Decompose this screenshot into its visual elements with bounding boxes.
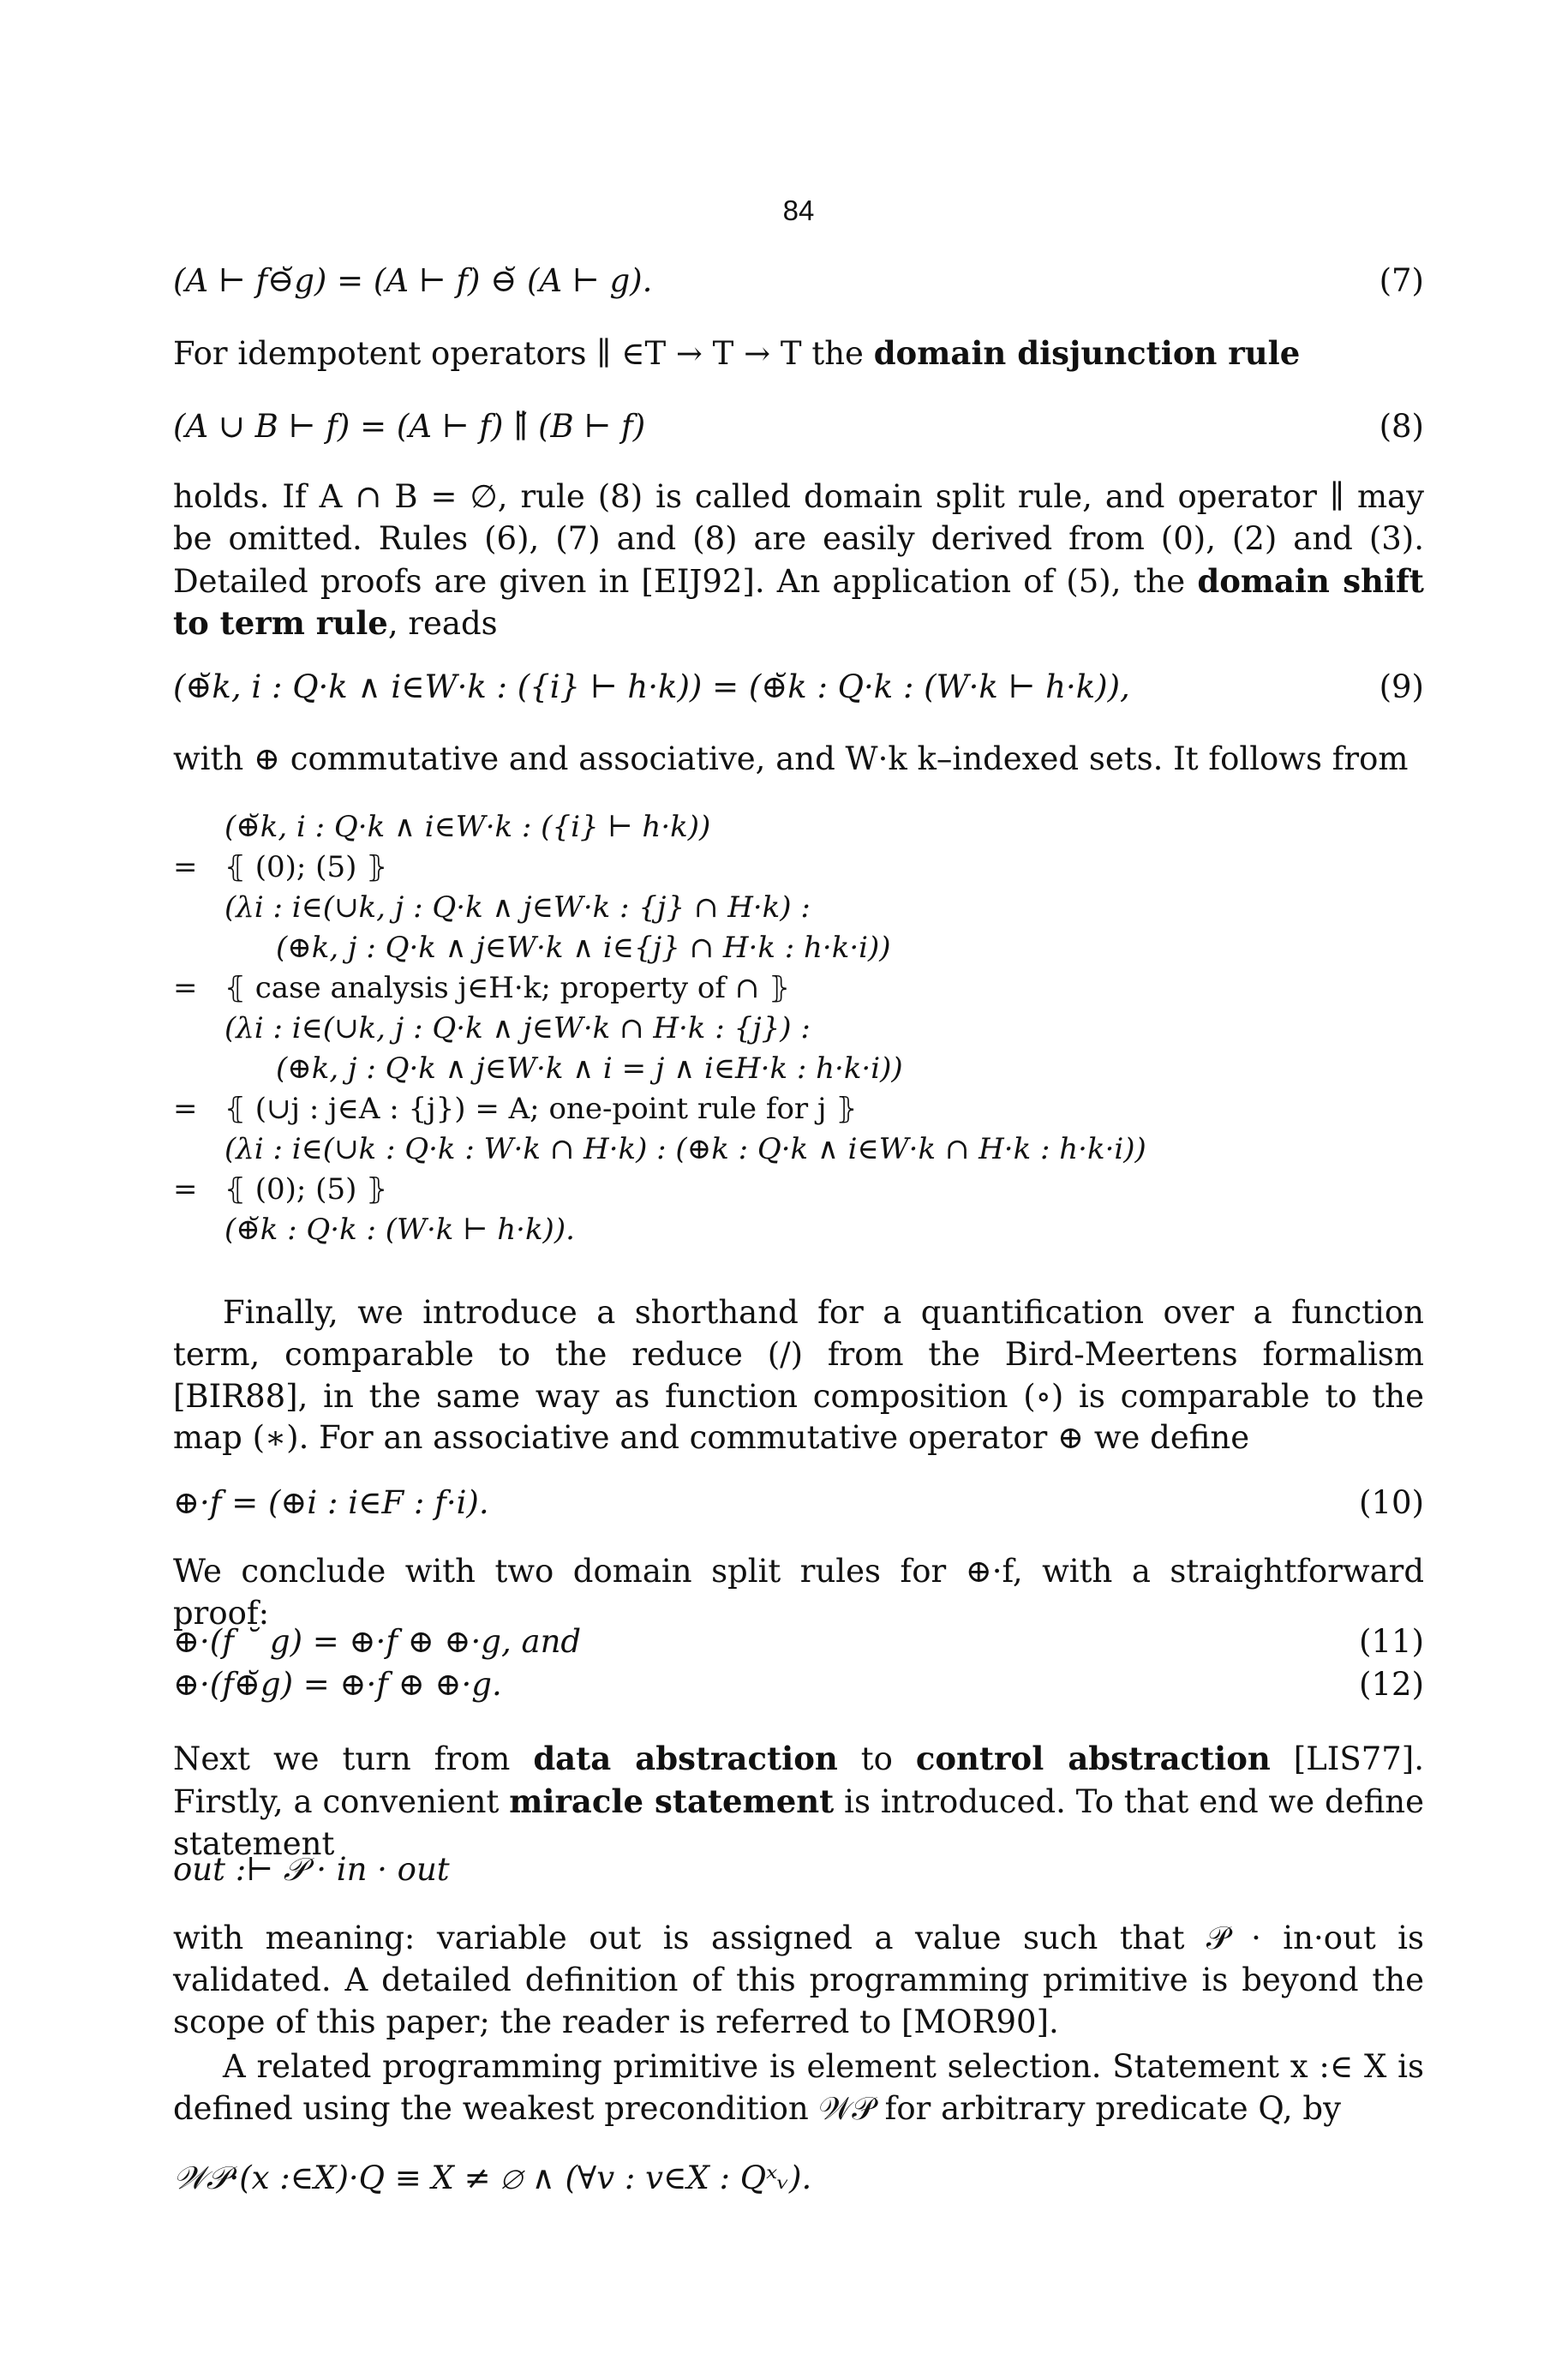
- equation-wp-formula: 𝒲𝒫·(x :∈X)·Q ≡ X ≠ ∅ ∧ (∀v : v∈X : Qˣᵥ).: [173, 2159, 812, 2196]
- paragraph-split-rules: We conclude with two domain split rules for ⊕·f, with a straightforward proof:: [173, 1553, 1424, 1632]
- equation-10-number: (10): [1359, 1484, 1424, 1521]
- derivation-op: =: [173, 1172, 198, 1207]
- equation-10-formula: ⊕·f = (⊕i : i∈F : f·i).: [173, 1484, 489, 1521]
- derivation-text: (⊕k, j : Q·k ∧ j∈W·k ∧ i∈{j} ∩ H·k : h·k·i)): [276, 931, 891, 965]
- equation-8-number: (8): [1379, 408, 1424, 445]
- paragraph-control-text: [LIS77]. Firstly, a convenient: [173, 1740, 1425, 1820]
- term-control-abstraction: control abstraction: [915, 1740, 1271, 1777]
- term-domain-disjunction-rule: domain disjunction rule: [873, 334, 1301, 372]
- equation-7: [173, 261, 1424, 302]
- derivation-row: [173, 807, 1424, 848]
- equation-wp: [173, 2158, 1424, 2200]
- derivation-hint: ⦃ case analysis j∈H·k; property of ∩ ⦄: [224, 971, 790, 1005]
- equation-12-formula: ⊕·(f⊕̆g) = ⊕·f ⊕ ⊕·g.: [173, 1666, 502, 1703]
- derivation-op: =: [173, 850, 198, 884]
- equation-11: [173, 1621, 1424, 1663]
- equation-10: [173, 1483, 1424, 1524]
- derivation-row: [173, 888, 1424, 928]
- statement-out-formula: out :⊢ 𝒫 · in · out: [173, 1851, 450, 1888]
- page-number: 84: [782, 195, 815, 226]
- paragraph-shorthand: Finally, we introduce a shorthand for a quantification over a function term, comparable to the reduce (/) from the Bird-Meertens formalism [BIR88], in the same way as function composition (∘) is comparable to the map (∗). For an associative and commutative operator ⊕ we define: [173, 1294, 1424, 1457]
- equation-8: [173, 406, 1424, 448]
- paragraph-disjunction-rule: [173, 332, 1424, 375]
- paragraph-domain-split: [173, 476, 1424, 645]
- derivation-row: [173, 968, 1424, 1009]
- paragraph-domain-split-tail: , reads: [387, 605, 498, 643]
- equation-8-formula: (A ∪ B ⊢ f) = (A ⊢ f) ∥̆ (B ⊢ f): [173, 408, 646, 445]
- derivation-op: =: [173, 1092, 198, 1126]
- derivation-hint: ⦃ (0); (5) ⦄: [224, 850, 388, 884]
- page: [173, 0, 1424, 2378]
- equation-9-number: (9): [1379, 668, 1424, 705]
- derivation-row: [173, 928, 1424, 968]
- paragraph-meaning: with meaning: variable out is assigned a value such that 𝒫 · in·out is validated. A detailed definition of this programming primitive is beyond the scope of this paper; the reader is referred to [MOR90].: [173, 1920, 1424, 2040]
- derivation-text: (λi : i∈(∪k : Q·k : W·k ∩ H·k) : (⊕k : Q·k ∧ i∈W·k ∩ H·k : h·k·i)): [224, 1132, 1146, 1166]
- derivation-text: (⊕̆k : Q·k : (W·k ⊢ h·k)).: [224, 1213, 575, 1247]
- derivation-row: [173, 1129, 1424, 1170]
- equation-7-number: (7): [1379, 262, 1424, 299]
- term-domain-shift-rule: domain shift to term rule: [173, 561, 1424, 643]
- derivation-text: (⊕k, j : Q·k ∧ j∈W·k ∧ i = j ∧ i∈H·k : h·k·i)): [276, 1051, 903, 1086]
- derivation-hint: ⦃ (0); (5) ⦄: [224, 1172, 388, 1207]
- paragraph-control-abstraction: [173, 1738, 1424, 1865]
- paragraph-element-selection: A related programming primitive is element selection. Statement x :∈ X is defined using the weakest precondition 𝒲𝒫 for arbitrary predicate Q, by: [173, 2048, 1424, 2127]
- paragraph-domain-split-text: holds. If A ∩ B = ∅, rule (8) is called domain split rule, and operator ∥ may be omitted. Rules (6), (7) and (8) are easily derived from (0), (2) and (3). Detailed proofs are given in [EIJ92]. An application of (5), the: [173, 478, 1424, 600]
- derivation-op: =: [173, 971, 198, 1005]
- equation-12: [173, 1664, 1424, 1706]
- equation-7-formula: (A ⊢ f⊖̆g) = (A ⊢ f) ⊖̆ (A ⊢ g).: [173, 262, 653, 299]
- paragraph-control-text: to: [837, 1740, 916, 1777]
- paragraph-disjunction-text: For idempotent operators ∥ ∈T → T → T the: [173, 335, 874, 372]
- derivation: [173, 807, 1424, 1250]
- equation-11-formula: ⊕·(f ˘ g) = ⊕·f ⊕ ⊕·g, and: [173, 1623, 582, 1660]
- paragraph-control-text: is introduced. To that end we define statement: [173, 1782, 1424, 1862]
- derivation-row: [173, 1170, 1424, 1210]
- equation-12-number: (12): [1359, 1666, 1424, 1703]
- equation-9-formula: (⊕̆k, i : Q·k ∧ i∈W·k : ({i} ⊢ h·k)) = (⊕̆k : Q·k : (W·k ⊢ h·k)),: [173, 668, 1130, 705]
- derivation-row: [173, 1210, 1424, 1250]
- equation-11-number: (11): [1359, 1623, 1424, 1660]
- derivation-hint: ⦃ (∪j : j∈A : {j}) = A; one-point rule for j ⦄: [224, 1092, 858, 1126]
- derivation-text: (λi : i∈(∪k, j : Q·k ∧ j∈W·k ∩ H·k : {j}) :: [224, 1011, 811, 1045]
- derivation-text: (λi : i∈(∪k, j : Q·k ∧ j∈W·k : {j} ∩ H·k) :: [224, 890, 811, 925]
- derivation-row: [173, 848, 1424, 888]
- equation-9: [173, 667, 1424, 709]
- paragraph-it-follows: with ⊕ commutative and associative, and W·k k–indexed sets. It follows from: [173, 740, 1409, 777]
- term-miracle-statement: miracle statement: [509, 1782, 835, 1820]
- derivation-row: [173, 1009, 1424, 1049]
- statement-out: [173, 1849, 1424, 1891]
- paragraph-control-text: Next we turn from: [173, 1740, 534, 1777]
- term-data-abstraction: data abstraction: [533, 1740, 838, 1777]
- derivation-row: [173, 1089, 1424, 1129]
- derivation-row: [173, 1049, 1424, 1089]
- derivation-text: (⊕̆k, i : Q·k ∧ i∈W·k : ({i} ⊢ h·k)): [224, 810, 711, 844]
